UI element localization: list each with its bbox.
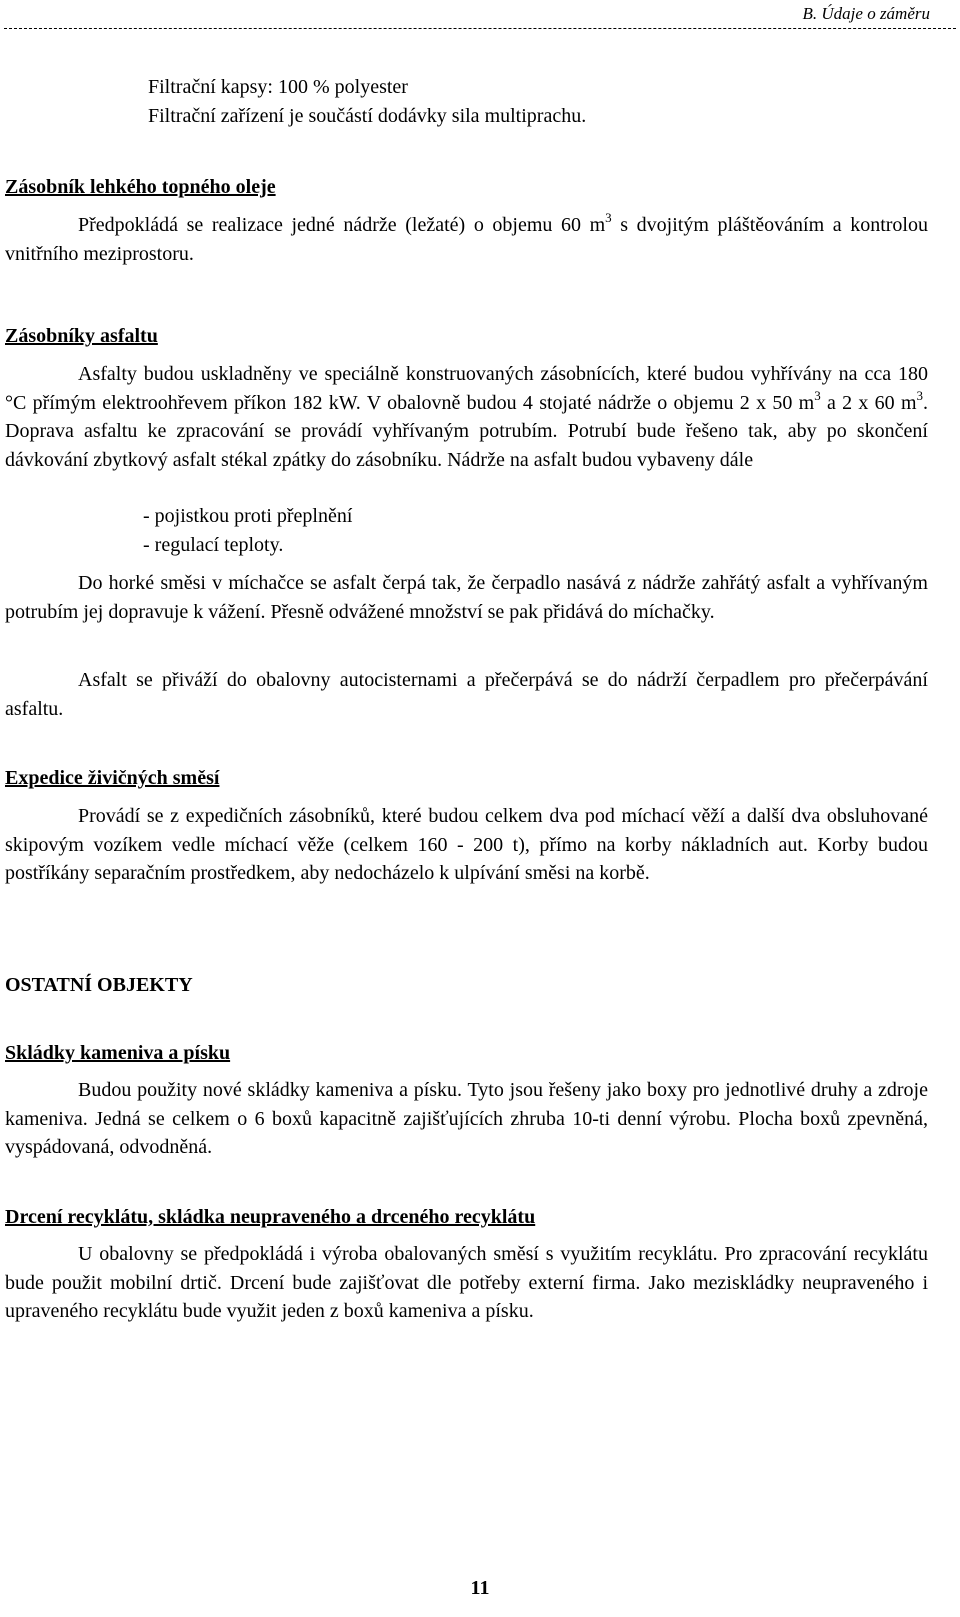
- filter-info: [5, 73, 928, 130]
- heading-aggregate-storage: Skládky kameniva a písku: [5, 1042, 231, 1064]
- running-header: B. Údaje o záměru: [802, 4, 930, 23]
- list-item: - pojistkou proti přeplnění: [143, 505, 353, 527]
- heading-recyclate: Drcení recyklátu, skládka neupraveného a drceného recyklátu: [5, 1206, 536, 1228]
- heading-oil-tank: Zásobník lehkého topného oleje: [5, 176, 276, 198]
- paragraph-aggregate-storage: Budou použity nové skládky kameniva a písku. Tyto jsou řešeny jako boxy pro jednotlivé druhy a zdroje kameniva. Jedná se celkem o 6 boxů kapacitně zajišťujících zhruba 10-ti denní výrobu. Plocha boxů zpevněná, vyspádovaná, odvodněná.: [5, 1079, 928, 1158]
- paragraph-dispatch: Provádí se z expedičních zásobníků, které budou celkem dva pod míchací věží a další dva obsluhované skipovým vozíkem vedle míchací věže (celkem 160 - 200 t), přímo na korby nákladních aut. Korby budou postříkány separačním prostředkem, aby nedocházelo k ulpívání směsi na korbě.: [5, 805, 928, 884]
- paragraph-asphalt-3: Asfalt se přiváží do obalovny autocisternami a přečerpává se do nádrží čerpadlem pro přečerpávání asfaltu.: [5, 669, 928, 720]
- heading-asphalt-tanks: Zásobníky asfaltu: [5, 325, 158, 347]
- paragraph-recyclate: U obalovny se předpokládá i výroba obalovaných směsí s využitím recyklátu. Pro zpracování recyklátu bude použit mobilní drtič. Drcení bude zajišťovat dle potřeby externí firma. Jako meziskládky neupraveného i upraveného recyklátu bude využit jeden z boxů kameniva a písku.: [5, 1243, 928, 1322]
- heading-other-objects: OSTATNÍ OBJEKTY: [5, 974, 193, 996]
- filter-line-2: Filtrační zařízení je součástí dodávky sila multiprachu.: [148, 104, 587, 127]
- page-number: 11: [470, 1577, 490, 1599]
- list-item: - regulací teploty.: [143, 533, 284, 556]
- paragraph-asphalt-1: Asfalty budou uskladněny ve speciálně konstruovaných zásobnících, které budou vyhřívány na cca 180 °C přímým elektroohřevem příkon 182 kW. V obalovně budou 4 stojaté nádrže o objemu 2 x 50 $m^3$ a 2 x 60 $m^3$. Doprava asfaltu ke zpracování se provádí vyhřívaným potrubím. Potrubí bude řešeno tak, aby po skončení dávkování zbytkový asfalt stékal zpátky do zásobníku. Nádrže na asfalt budou vybaveny dále: [5, 363, 928, 471]
- filter-line-1: Filtrační kapsy: 100 % polyester: [148, 76, 408, 98]
- paragraph-oil-tank: Předpokládá se realizace jedné nádrže (ležaté) o objemu 60 $m^3$ s dvojitým pláštěováním a kontrolou vnitřního meziprostoru.: [5, 210, 928, 265]
- heading-dispatch: Expedice živičných směsí: [5, 767, 220, 789]
- header-divider: [4, 28, 956, 29]
- asphalt-tank-equipment-list: [5, 502, 928, 559]
- paragraph-asphalt-2: Do horké směsi v míchačce se asfalt čerpá tak, že čerpadlo nasává z nádrže zahřátý asfalt a vyhřívaným potrubím jej dopravuje k vážení. Přesně odvážené množství se pak přidává do míchačky.: [5, 572, 928, 623]
